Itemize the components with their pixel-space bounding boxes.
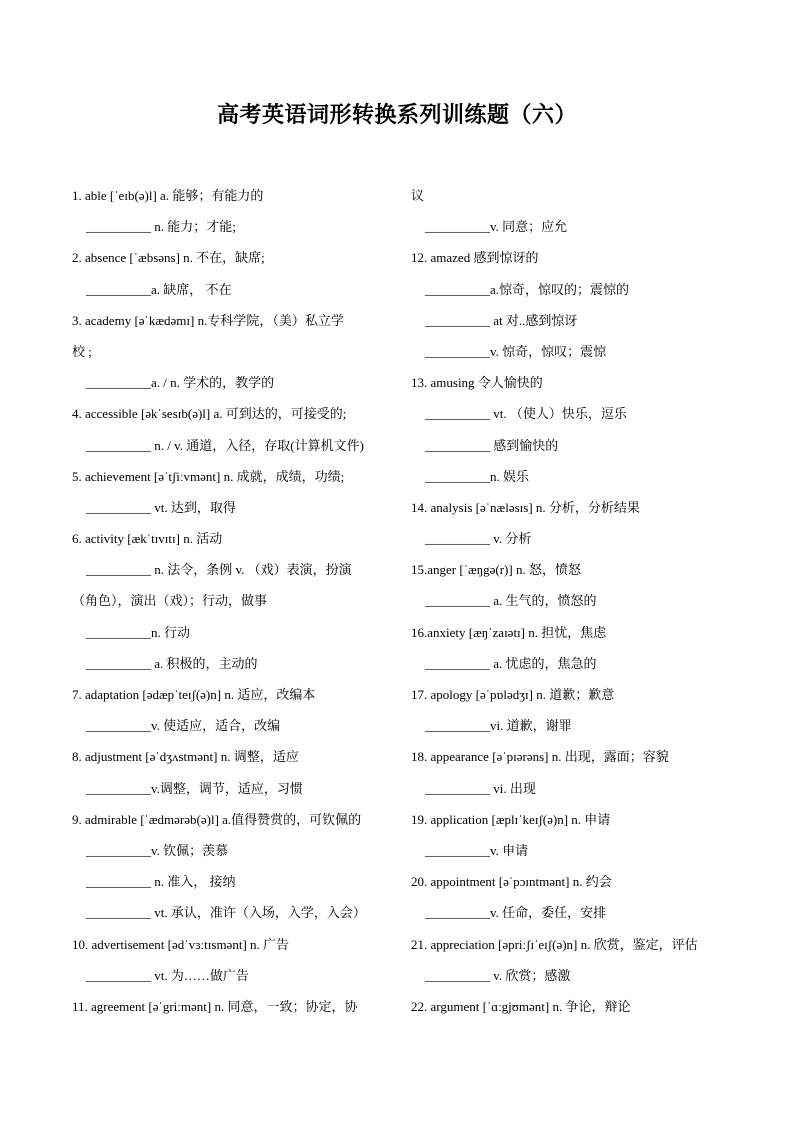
- vocab-line: 16.anxiety [æŋˈzaɪətɪ] n. 担忧，焦虑: [411, 624, 607, 640]
- vocab-line: 21. appreciation [əpriːʃɪˈeɪʃ(ə)n] n. 欣赏，鉴定，评估: [411, 936, 698, 952]
- vocab-line: 17. apology [əˈpɒlədʒɪ] n. 道歉；歉意: [411, 687, 615, 702]
- fill-blank-line: __________ v. 分析: [425, 531, 532, 547]
- vocab-line-continued: （角色），演出（戏）；行动，做事: [72, 593, 268, 609]
- fill-blank-line: __________ a. 忧虑的，焦急的: [425, 655, 597, 671]
- vocab-line: 4. accessible [əkˈsesɪb(ə)l] a. 可到达的，可接受的;: [72, 406, 347, 422]
- fill-blank-line: __________v. 使适应，适合，改编: [86, 718, 281, 734]
- vocab-line: 9. admirable [ˈædmərəb(ə)l] a.值得赞赏的，可钦佩的: [72, 811, 362, 827]
- vocab-line: 6. activity [ækˈtɪvɪtɪ] n. 活动: [72, 531, 223, 547]
- fill-blank-line: __________v. 同意；应允: [425, 219, 568, 235]
- vocab-line: 7. adaptation [ədæpˈteɪʃ(ə)n] n. 适应，改编本: [72, 687, 316, 702]
- fill-blank-line: __________ vt. 为……做广告: [86, 967, 249, 983]
- fill-blank-line: __________v.调整，调节，适应，习惯: [86, 780, 303, 796]
- fill-blank-line: __________ n. 能力；才能;: [86, 219, 236, 235]
- fill-blank-line: __________ vi. 出现: [425, 780, 536, 796]
- fill-blank-line: __________ 感到愉快的: [425, 437, 559, 453]
- fill-blank-line: __________ at 对..感到惊讶: [425, 312, 578, 328]
- right-column: [411, 184, 741, 1026]
- vocab-line: 1. able [ˈeɪb(ə)l] a. 能够；有能力的: [72, 188, 264, 203]
- fill-blank-line: __________ n. 准入， 接纳: [86, 874, 236, 890]
- fill-blank-line: __________vi. 道歉，谢罪: [425, 718, 572, 734]
- fill-blank-line: __________ n. 法令，条例 v. （戏）表演，扮演: [86, 562, 352, 578]
- vocab-line: 14. analysis [əˈnæləsɪs] n. 分析，分析结果: [411, 499, 640, 515]
- fill-blank-line: __________ a. 生气的，愤怒的: [425, 593, 597, 609]
- vocab-line: 20. appointment [əˈpɔɪntmənt] n. 约会: [411, 874, 612, 890]
- vocab-line: 2. absence [ˈæbsəns] n. 不在，缺席;: [72, 250, 265, 266]
- fill-blank-line: __________n. 娱乐: [425, 468, 530, 484]
- page-title: 高考英语词形转换系列训练题（六）: [216, 102, 577, 128]
- fill-blank-line: __________ vt. 达到，取得: [86, 499, 236, 515]
- fill-blank-line: __________v. 钦佩；羡慕: [86, 842, 229, 858]
- fill-blank-line: __________ a. 积极的，主动的: [86, 655, 258, 671]
- fill-blank-line: __________a.惊奇，惊叹的；震惊的: [425, 281, 630, 297]
- fill-blank-line: __________ n. / v. 通道，入径，存取(计算机文件): [86, 437, 364, 453]
- vocab-line: 11. agreement [əˈgriːmənt] n. 同意，一致；协定，协: [72, 998, 358, 1014]
- fill-blank-line: __________ v. 欣赏；感激: [425, 967, 571, 983]
- fill-blank-line: __________v. 申请: [425, 842, 529, 858]
- fill-blank-line: __________ vt. （使人）快乐，逗乐: [425, 406, 627, 422]
- vocab-line-continued: 议: [411, 188, 425, 203]
- fill-blank-line: __________v. 惊奇，惊叹；震惊: [425, 343, 607, 359]
- vocab-line: 12. amazed 感到惊讶的: [411, 250, 539, 266]
- vocab-line: 8. adjustment [əˈdʒʌstmənt] n. 调整，适应: [72, 749, 299, 765]
- vocab-line: 5. achievement [əˈtʃiːvmənt] n. 成就，成绩，功绩;: [72, 468, 345, 484]
- vocab-line: 13. amusing 令人愉快的: [411, 375, 543, 391]
- fill-blank-line: __________v. 任命，委任，安排: [425, 905, 607, 921]
- vocab-line: 3. academy [əˈkædəmɪ] n.专科学院，（美）私立学: [72, 312, 344, 328]
- vocab-line-continued: 校 ;: [72, 343, 92, 359]
- fill-blank-line: __________a. / n. 学术的，教学的: [86, 375, 275, 391]
- vocab-line: 18. appearance [əˈpɪərəns] n. 出现，露面；容貌: [411, 749, 669, 765]
- fill-blank-line: __________ vt. 承认，准许（入场，入学，入会）: [86, 905, 366, 921]
- vocab-line: 19. application [æplɪˈkeɪʃ(ə)n] n. 申请: [411, 811, 611, 827]
- fill-blank-line: __________n. 行动: [86, 624, 191, 640]
- vocab-line: 22. argument [ˈɑːgjʊmənt] n. 争论，辩论: [411, 998, 631, 1014]
- fill-blank-line: __________a. 缺席， 不在: [86, 281, 232, 297]
- left-column: [72, 184, 390, 1026]
- vocab-line: 10. advertisement [ədˈvɜːtɪsmənt] n. 广告: [72, 936, 290, 952]
- vocab-line: 15.anger [ˈæŋgə(r)] n. 怒，愤怒: [411, 562, 581, 578]
